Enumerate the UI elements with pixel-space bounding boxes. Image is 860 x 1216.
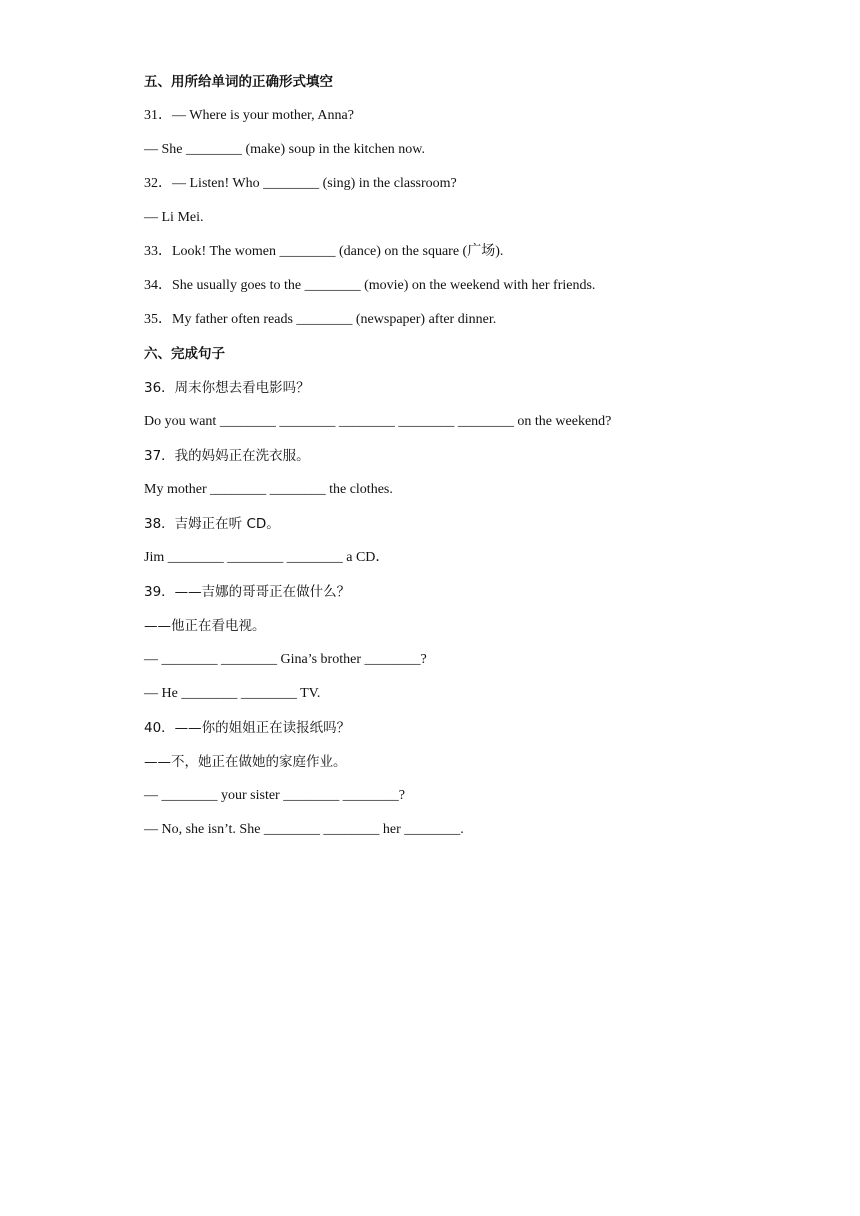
question-31: 31．— Where is your mother, Anna? [144, 108, 354, 123]
question-37-sentence: My mother ________ ________ the clothes. [144, 482, 393, 497]
question-40-prompt-b: ——不，她正在做她的家庭作业。 [144, 754, 347, 770]
section-heading-fill-in: 五、用所给单词的正确形式填空 [144, 74, 333, 90]
question-36-prompt: 36．周末你想去看电影吗？ [144, 380, 310, 396]
question-36-sentence: Do you want ________ ________ ________ ________ ________ on the weekend? [144, 414, 612, 429]
question-40-sentence-a: — ________ your sister ________ ________? [144, 788, 405, 803]
question-38-prompt: 38．吉姆正在听 CD。 [144, 516, 280, 532]
question-39-prompt-a: 39．——吉娜的哥哥正在做什么？ [144, 584, 351, 600]
question-38-sentence: Jim ________ ________ ________ a CD． [144, 550, 390, 565]
question-39-prompt-b: ——他正在看电视。 [144, 618, 266, 634]
question-37-prompt: 37．我的妈妈正在洗衣服。 [144, 448, 310, 464]
question-33: 33．Look! The women ________ (dance) on the square (广场). [144, 244, 504, 259]
question-31-answer-line: — She ________ (make) soup in the kitchen now. [144, 142, 425, 157]
question-40-prompt-a: 40．——你的姐姐正在读报纸吗？ [144, 720, 351, 736]
worksheet-page [144, 71, 784, 853]
question-32-answer-line: — Li Mei. [144, 210, 204, 225]
section-heading-complete-sentences: 六、完成句子 [144, 346, 225, 362]
question-32: 32．— Listen! Who ________ (sing) in the classroom? [144, 176, 457, 191]
question-39-sentence-a: — ________ ________ Gina’s brother ________? [144, 652, 427, 667]
question-39-sentence-b: — He ________ ________ TV. [144, 686, 321, 701]
question-40-sentence-b: — No, she isn’t. She ________ ________ her ________. [144, 822, 464, 837]
question-35: 35．My father often reads ________ (newspaper) after dinner. [144, 312, 497, 327]
question-34: 34．She usually goes to the ________ (movie) on the weekend with her friends. [144, 278, 596, 293]
